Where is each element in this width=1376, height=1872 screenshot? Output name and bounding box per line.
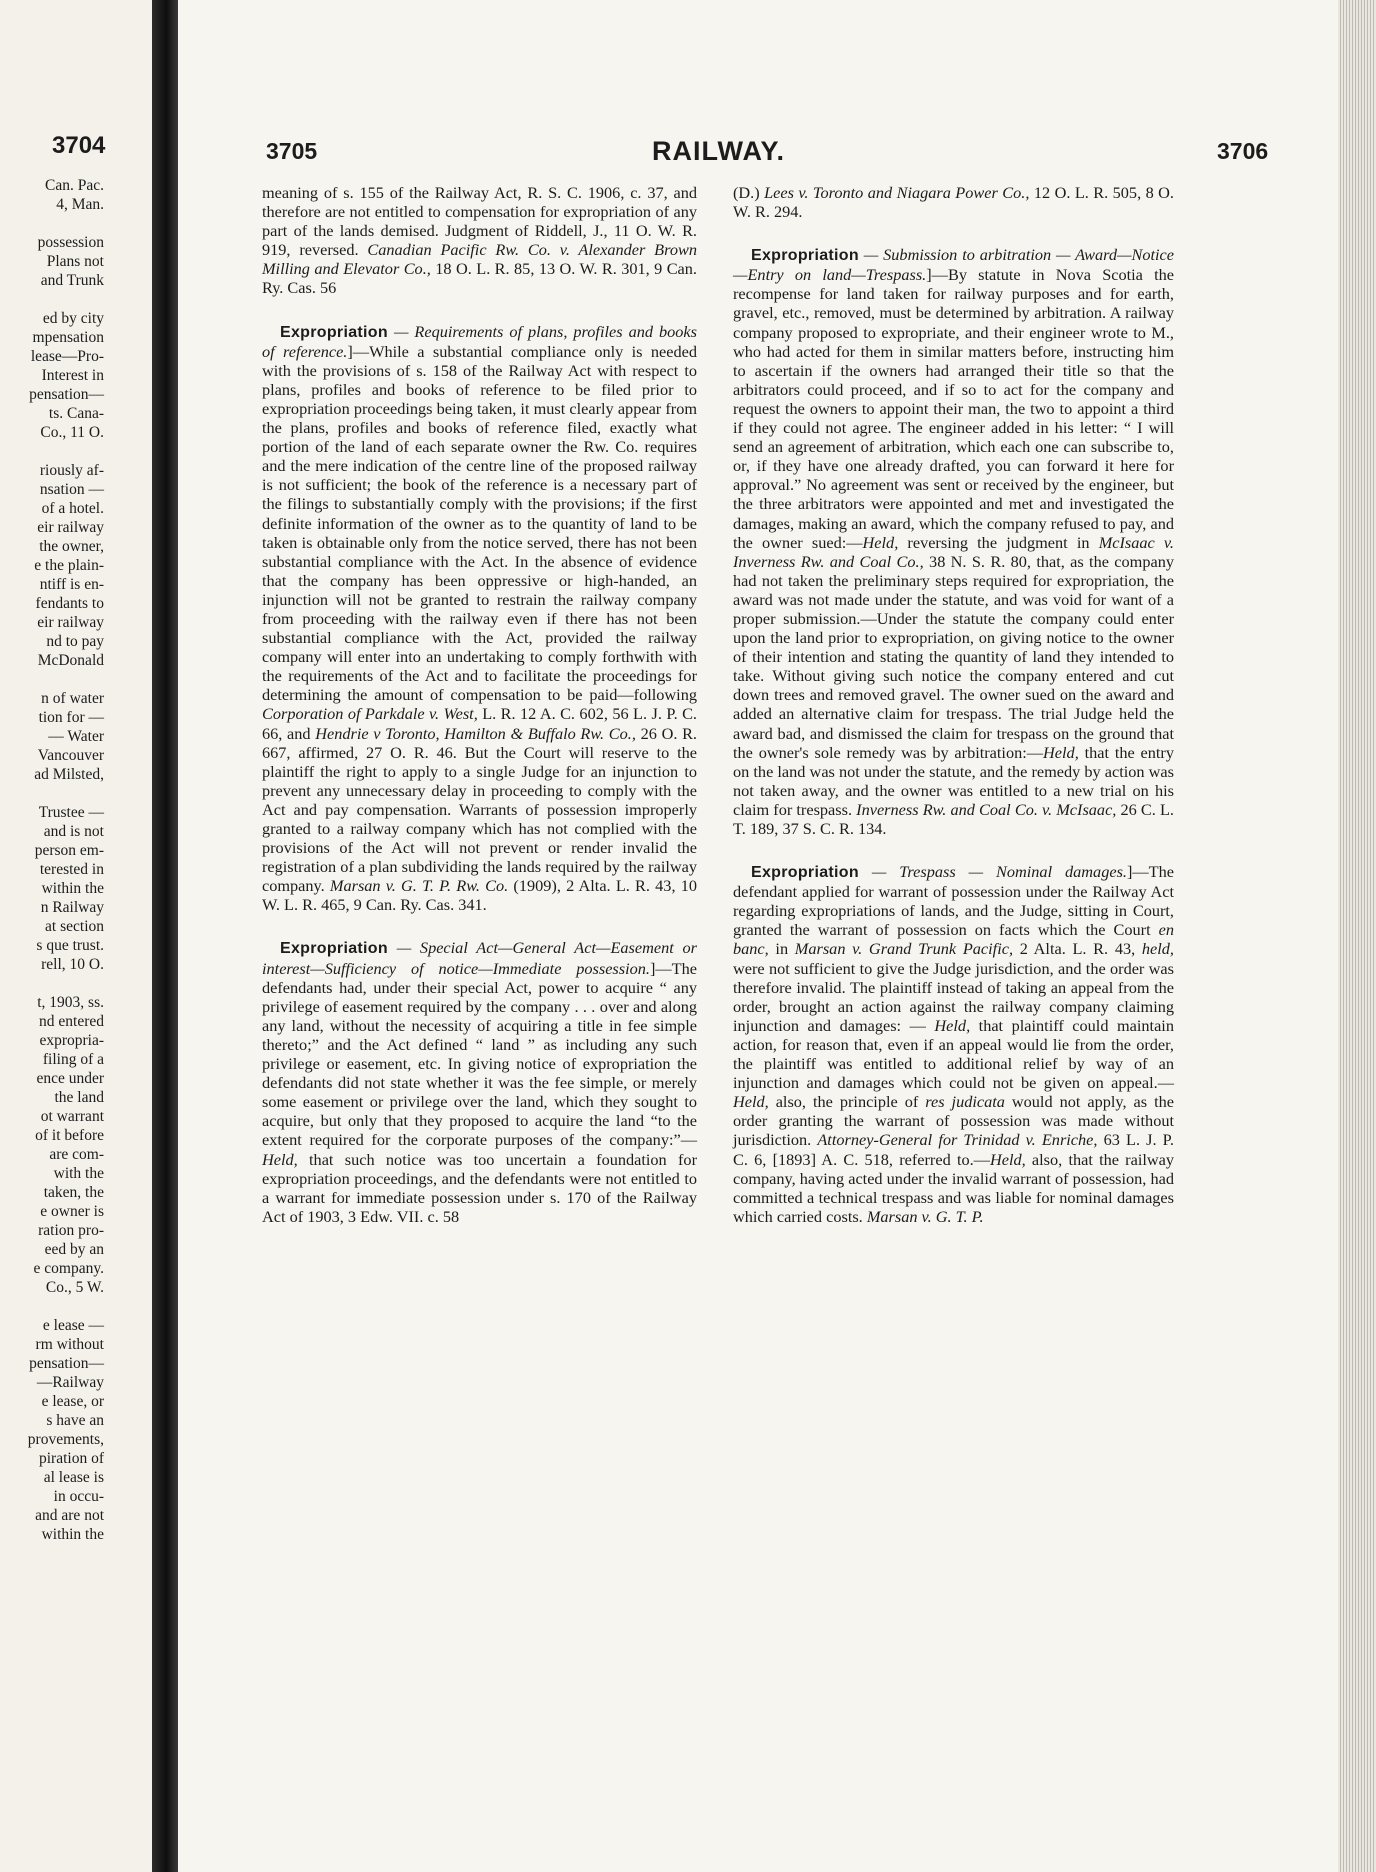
left-page-line: Trustee — [38, 804, 104, 821]
held-label: Held, [1043, 742, 1079, 762]
held-label: Held, [934, 1015, 971, 1035]
page-number-right: 3706 [1217, 138, 1269, 164]
page-number-left: 3705 [266, 138, 318, 164]
entry-subheading: — Trespass — Nominal damages. [871, 862, 1127, 882]
left-page-line: within the [41, 880, 104, 897]
left-page-line: of it before [35, 1127, 104, 1144]
case-citation: Marsan v. G. T. P. [866, 1206, 984, 1226]
left-page-line: rm without [35, 1336, 104, 1353]
left-page-line [0, 784, 104, 803]
left-page-line [0, 1297, 104, 1316]
left-page-line: pensation— [29, 386, 104, 403]
left-page-line: with the [53, 1165, 104, 1182]
left-page-line: eir railway [37, 614, 104, 631]
left-page-line: Vancouver [37, 747, 104, 764]
left-page-line: ed by city [42, 310, 104, 327]
left-page-line: e company. [33, 1260, 104, 1277]
case-citation: Inverness Rw. and Coal Co. v. McIsaac, [856, 799, 1117, 819]
left-page-line: ence under [36, 1070, 104, 1087]
left-page-line: person em- [34, 842, 104, 859]
held-label: held, [1141, 939, 1174, 959]
case-citation: Marsan v. G. T. P. Rw. Co. [329, 876, 509, 896]
left-page-line: Co., 5 W. [45, 1279, 104, 1296]
left-page-fragment [0, 0, 152, 1872]
left-page-line: Interest in [41, 367, 104, 384]
left-page-line: taken, the [43, 1184, 104, 1201]
left-page-line: the land [54, 1089, 104, 1106]
case-citation: Hendrie v Toronto, Hamilton & Buffalo Rw. Co., [315, 723, 636, 743]
left-page-line: rell, 10 O. [41, 956, 104, 973]
left-page-line: terested in [39, 861, 104, 878]
left-page-line: e lease — [42, 1317, 104, 1334]
left-page-line: n Railway [40, 899, 104, 916]
left-page-line: of a hotel. [41, 500, 104, 517]
left-page-line: lease—Pro- [30, 348, 104, 365]
left-page-line: 4, Man. [56, 196, 104, 213]
entry-requirements-of-plans: Expropriation — Requirements of plans, profiles and books of reference.]—While a substantial compliance only is needed with the provisions of s. 158 of the Railway Act with respect to plans, profiles and books of reference to be filed prior to expropriation proceedings being taken, it must clearly appear from the plans, profiles and books of reference filed, exactly what portion of the land of each separate owner the Rw. Co. requires and the mere indication of the centre line of the proposed railway is not sufficient; the book of the reference is a necessary part of the filings to substantially comply with the provisions; if the first definite information of the owner as to the quantity of land to be taken is obtainable only from the notice served, there has not been substantial compliance with the Act. In the absence of evidence that the company has been oppressive or high-handed, an injunction will not be granted to restrain the railway company from proceeding with the railway even if there has not been substantial compliance with the Act, provided the railway company will enter into an undertaking to comply forthwith with the requirements of the Act and to facilitate the proceedings for determining the amount of compensation to be paid—following Corporation of Parkdale v. West, L. R. 12 A. C. 602, 56 L. J. P. C. 66, and Hendrie v Toronto, Hamilton & Buffalo Rw. Co., 26 O. R. 667, affirmed, 27 O. R. 46. But the Court will reserve to the plaintiff the right to apply to a single Judge for an injunction to prevent any unnecessary delay in proceeding to comply with the Act and pay compensation. Warrants of possession improperly granted to a railway company which has not complied with the provisions of the Act will not prevent or render invalid the registration of a plan subdividing the lands required by the railway company. Marsan v. G. T. P. Rw. Co. (1909), 2 Alta. L. R. 43, 10 W. L. R. 465, 9 Can. Ry. Cas. 341. [262, 321, 698, 915]
held-label: Held, [262, 1149, 298, 1169]
left-page-line: pensation— [29, 1355, 104, 1372]
case-citation: Attorney-General for Trinidad v. Enriche, [817, 1130, 1098, 1150]
running-head-title: RAILWAY. [652, 136, 786, 166]
left-page-line: eir railway [37, 519, 104, 536]
held-label: Held, [989, 1149, 1026, 1169]
left-page-line: e owner is [40, 1203, 104, 1220]
left-page-line: nd entered [39, 1013, 104, 1030]
left-page-line: are com- [49, 1146, 104, 1163]
left-page-line: s que trust. [36, 937, 104, 954]
left-page-line [0, 290, 104, 309]
entry-subheading: — Submission to arbitration — Award—Notice—Entry on land—Trespass. [733, 245, 1174, 285]
entry-trespass-nominal-damages: Expropriation — Trespass — Nominal damages.]—The defendant applied for warrant of possession under the Railway Act regarding expropriations of lands, and the Judge, sitting in Court, granted the warrant of possession on facts which the Court en banc, in Marsan v. Grand Trunk Pacific, 2 Alta. L. R. 43, held, were not sufficient to give the Judge jurisdiction, and the order was therefore invalid. The plaintiff instead of taking an appeal from the order, brought an action against the railway company claiming injunction and damages: — Held, that plaintiff could maintain action, for reason that, even if an appeal would lie from the order, the plaintiff was entitled to additional relief by way of an injunction and damages which could not be given on appeal.—Held, also, the principle of res judicata would not apply, as the order granting the warrant of possession was made without jurisdiction. Attorney-General for Trinidad v. Enriche, 63 L. J. P. C. 6, [1893] A. C. 518, referred to.—Held, also, that the railway company, having acted under the invalid warrant of possession, had committed a technical trespass and was liable for nominal damages which carried costs. Marsan v. G. T. P. [733, 862, 1175, 1226]
left-page-line: and are not [35, 1507, 104, 1524]
left-page-line: ration pro- [38, 1222, 104, 1239]
left-page-line [0, 670, 104, 689]
left-page-line: piration of [39, 1450, 104, 1467]
right-page [178, 0, 1358, 1872]
left-page-text-fragments [0, 176, 104, 1544]
left-page-line: s have an [46, 1412, 104, 1429]
held-label: Held, [733, 1092, 769, 1112]
left-page-line: Can. Pac. [45, 177, 104, 194]
left-page-line: in occu- [53, 1488, 104, 1505]
left-page-line [0, 214, 104, 233]
left-page-line: —Railway [36, 1374, 104, 1391]
entry-headword: Expropriation [751, 864, 859, 882]
left-page-line: filing of a [42, 1051, 104, 1068]
left-page-line [0, 974, 104, 993]
entry-subheading: — Requirements of plans, profiles and books of reference. [262, 321, 697, 361]
page-edges [1338, 0, 1376, 1872]
left-page-line: ntiff is en- [39, 576, 104, 593]
entry-subheading: — Special Act—General Act—Easement or interest—Sufficiency of notice—Immediate possession. [262, 938, 697, 978]
left-page-line: e lease, or [41, 1393, 104, 1410]
left-page-line: nsation — [39, 481, 104, 498]
left-page-line: provements, [27, 1431, 104, 1448]
continued-entry: (D.) Lees v. Toronto and Niagara Power Co., 12 O. L. R. 505, 8 O. W. R. 294. [733, 183, 1174, 222]
left-page-line: n of water [41, 690, 104, 707]
left-page-line: nd to pay [46, 633, 104, 650]
left-page-line: e the plain- [34, 557, 104, 574]
left-page-line: at section [45, 918, 104, 935]
case-citation: Corporation of Parkdale v. West, [262, 704, 478, 724]
left-page-line: Co., 11 O. [40, 424, 104, 441]
case-citation: Canadian Pacific Rw. Co. v. Alexander Brown Milling and Elevator Co., [262, 240, 697, 279]
book-gutter [152, 0, 178, 1872]
left-page-line: and Trunk [40, 272, 104, 289]
left-page-number: 3704 [52, 132, 106, 159]
left-page-line: expropria- [39, 1032, 104, 1049]
left-page-line: the owner, [39, 538, 104, 555]
entry-headword: Expropriation [280, 323, 388, 341]
entry-headword: Expropriation [280, 940, 388, 958]
left-page-line: possession [37, 234, 104, 251]
left-page-line [0, 442, 104, 461]
left-page-line: mpensation [32, 329, 104, 346]
held-label: Held, [862, 532, 899, 552]
left-page-line: — Water [48, 728, 104, 745]
entry-special-act: Expropriation — Special Act—General Act—Easement or interest—Sufficiency of notice—Immediate possession.]—The defendants had, under their special Act, power to acquire “ any privilege of easement required by the company . . . over and along any land, without the necessity of acquiring a title in fee simple thereto;” and the Act defined “ land ” as including any such privilege or easement, etc. In giving notice of expropriation the defendants did not state whether it was the fee simple, or merely some easement or privilege over the land, which they sought to acquire, but only that they proposed to acquire the land “to the extent required for the corporate purposes of the company:”—Held, that such notice was too uncertain a foundation for expropriation proceedings, and the defendants were not entitled to a warrant for immediate possession under s. 170 of the Railway Act of 1903, 3 Edw. VII. c. 58 [262, 938, 697, 1226]
left-page-line: riously af- [39, 462, 104, 479]
continued-entry: meaning of s. 155 of the Railway Act, R. S. C. 1906, c. 37, and therefore are not entitled to compensation for expropriation of any part of the lands demised. Judgment of Riddell, J., 11 O. W. R. 919, reversed. Canadian Pacific Rw. Co. v. Alexander Brown Milling and Elevator Co., 18 O. L. R. 85, 13 O. W. R. 301, 9 Can. Ry. Cas. 56 [262, 183, 697, 298]
left-page-line: ts. Cana- [48, 405, 104, 422]
left-page-line: ot warrant [40, 1108, 104, 1125]
case-citation: Marsan v. Grand Trunk Pacific, [794, 939, 1014, 959]
left-page-line: and is not [43, 823, 104, 840]
entry-headword: Expropriation [751, 247, 859, 265]
left-page-line: within the [41, 1526, 104, 1543]
left-page-line: eed by an [44, 1241, 104, 1258]
case-citation: McIsaac v. Inverness Rw. and Coal Co., [733, 532, 1174, 571]
left-page-line: t, 1903, ss. [37, 994, 104, 1011]
left-page-line: tion for — [38, 709, 104, 726]
column-left [262, 183, 697, 1226]
left-page-line: fendants to [35, 595, 104, 612]
entry-submission-to-arbitration: Expropriation — Submission to arbitration — Award—Notice—Entry on land—Trespass.]—By statute in Nova Scotia the recompense for land taken for railway purposes and for earth, gravel, etc., removed, must be determined by arbitration. A railway company proposed to expropriate, and their engineer wrote to M., who had acted for them in similar matters before, instructing him to ascertain if the owners had arranged their title so that the arbitrators could proceed, and if so to act for the company and request the owners to appoint their man, the two to appoint a third if they could not agree. The engineer added in his letter: “ I will send an agreement of arbitration, which each one can subscribe to, or, if they have one already drafted, you can forward it here for approval.” No agreement was sent or received by the engineer, but the three arbitrators were appointed and met and investigated the damages, making an award, which the company refused to pay, and the owner sued:—Held, reversing the judgment in McIsaac v. Inverness Rw. and Coal Co., 38 N. S. R. 80, that, as the company had not taken the preliminary steps required for expropriation, the award was not made under the statute, and was void for want of a proper submission.—Under the statute the company could enter upon the land prior to expropriation, on giving notice to the owner of their intention and stating the quantity of land they intended to take. Without giving such notice the company entered and cut down trees and removed gravel. The owner sued on the award and added an alternative claim for trespass. The trial Judge held the award bad, and dismissed the claim for trespass on the ground that the owner's sole remedy was by arbitration:—Held, that the entry on the land was not under the statute, and the remedy by action was not taken away, and the owner was entitled to a new trial on his claim for trespass. Inverness Rw. and Coal Co. v. McIsaac, 26 C. L. T. 189, 37 S. C. R. 134. [733, 245, 1175, 838]
left-page-line: McDonald [37, 652, 104, 669]
left-page-line: ad Milsted, [34, 766, 104, 783]
case-citation: Lees v. Toronto and Niagara Power Co., [764, 183, 1030, 202]
column-right [733, 183, 1174, 1226]
left-page-line: al lease is [43, 1469, 104, 1486]
left-page-line: Plans not [46, 253, 104, 270]
